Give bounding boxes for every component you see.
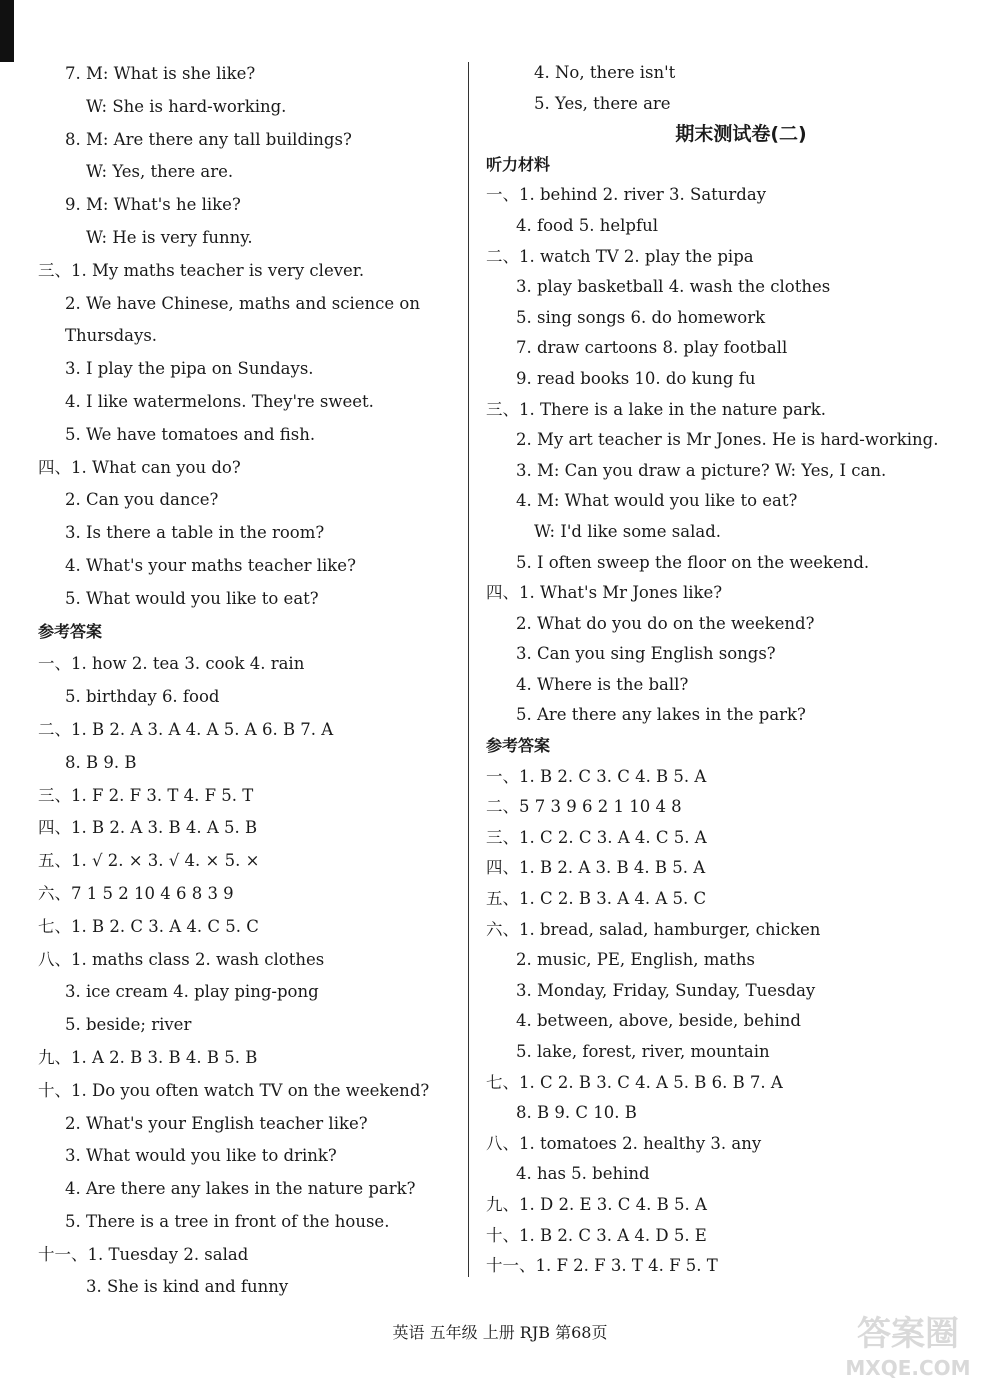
answer-line: 3. She is kind and funny [86, 1277, 289, 1297]
answer-line: 三、1. There is a lake in the nature park. [486, 399, 827, 419]
answer-line: 5. Yes, there are [534, 93, 671, 113]
answer-line: 2. Can you dance? [65, 490, 219, 510]
answer-line: 7. draw cartoons 8. play football [516, 338, 788, 358]
answer-line: W: She is hard-working. [86, 96, 287, 116]
answer-line: 5. Are there any lakes in the park? [516, 705, 806, 725]
answer-line: 8. M: Are there any tall buildings? [65, 129, 352, 149]
answer-line: 一、1. how 2. tea 3. cook 4. rain [38, 654, 305, 674]
answer-line: W: I'd like some salad. [534, 521, 722, 541]
answer-line: 5. birthday 6. food [65, 687, 220, 707]
answer-line: 3. Monday, Friday, Sunday, Tuesday [516, 980, 816, 1000]
watermark-logo [838, 1303, 978, 1383]
answer-line: 7. M: What is she like? [65, 64, 256, 83]
answer-line: 2. We have Chinese, maths and science on Thursdays. [65, 293, 420, 346]
answer-line: 3. I play the pipa on Sundays. [65, 359, 314, 379]
answer-line: 六、7 1 5 2 10 4 6 8 3 9 [38, 883, 234, 903]
answer-line: 二、1. watch TV 2. play the pipa [486, 246, 754, 266]
answer-line: 5. What would you like to eat? [65, 588, 319, 608]
answer-line: 一、1. B 2. C 3. C 4. B 5. A [486, 766, 707, 786]
answer-line: 3. M: Can you draw a picture? W: Yes, I can. [516, 460, 887, 480]
svg-text:答案圈: 答案圈 [857, 1314, 959, 1354]
answer-line: 3. What would you like to drink? [65, 1146, 337, 1166]
answer-line: 3. play basketball 4. wash the clothes [516, 277, 831, 297]
answer-line: 5. There is a tree in front of the house. [65, 1211, 390, 1231]
section-heading: 参考答案 [38, 621, 103, 641]
answer-line: 3. Is there a table in the room? [65, 523, 325, 543]
answer-line: 4. What's your maths teacher like? [65, 555, 356, 575]
answer-line: 3. Can you sing English songs? [516, 644, 776, 664]
answer-line: 三、1. F 2. F 3. T 4. F 5. T [38, 785, 254, 805]
answer-line: 9. M: What's he like? [65, 195, 241, 215]
answer-line: 七、1. C 2. B 3. C 4. A 5. B 6. B 7. A [486, 1072, 783, 1092]
answer-line: 4. M: What would you like to eat? [516, 491, 798, 511]
answer-line: 十、1. B 2. C 3. A 4. D 5. E [486, 1225, 707, 1245]
answer-line: 3. ice cream 4. play ping-pong [65, 982, 319, 1002]
page-edge-mark [0, 0, 14, 62]
answer-line: 二、1. B 2. A 3. A 4. A 5. A 6. B 7. A [38, 719, 334, 739]
answer-line: 2. music, PE, English, maths [516, 950, 755, 970]
answer-line: 九、1. D 2. E 3. C 4. B 5. A [486, 1194, 707, 1214]
answer-line: 三、1. C 2. C 3. A 4. C 5. A [486, 827, 707, 847]
answer-line: 5. beside; river [65, 1015, 192, 1035]
answer-line: 四、1. B 2. A 3. B 4. A 5. B [38, 818, 258, 838]
answer-line: 五、1. C 2. B 3. A 4. A 5. C [486, 889, 707, 909]
answer-line: 4. Are there any lakes in the nature park? [65, 1179, 416, 1199]
answer-line: 2. My art teacher is Mr Jones. He is hard-working. [516, 430, 939, 450]
answer-line: 四、1. B 2. A 3. B 4. B 5. A [486, 858, 706, 878]
section-heading: 听力材料 [486, 154, 551, 174]
answer-line: 六、1. bread, salad, hamburger, chicken [486, 919, 821, 939]
answer-line: 八、1. tomatoes 2. healthy 3. any [486, 1133, 762, 1153]
answer-line: 5. lake, forest, river, mountain [516, 1042, 770, 1061]
section-title: 期末测试卷(二) [675, 123, 807, 146]
answer-line: 2. What's your English teacher like? [65, 1113, 368, 1133]
svg-text:MXQE.COM: MXQE.COM [845, 1356, 971, 1380]
answer-line: 十一、1. Tuesday 2. salad [38, 1244, 249, 1264]
section-heading: 参考答案 [486, 736, 551, 756]
answer-line: 9. read books 10. do kung fu [516, 368, 756, 388]
answer-line: 九、1. A 2. B 3. B 4. B 5. B [38, 1047, 258, 1067]
answer-line: 八、1. maths class 2. wash clothes [38, 949, 325, 969]
answer-line: W: Yes, there are. [86, 162, 234, 182]
answer-line: 5. I often sweep the floor on the weekend. [516, 552, 870, 572]
answer-line: 十一、1. F 2. F 3. T 4. F 5. T [486, 1256, 718, 1276]
answer-line: 2. What do you do on the weekend? [516, 613, 815, 633]
answer-line: 五、1. √ 2. × 3. √ 4. × 5. × [38, 851, 260, 871]
answer-line: 8. B 9. C 10. B [516, 1103, 637, 1123]
answer-line: 四、1. What's Mr Jones like? [486, 583, 723, 603]
answer-line: 四、1. What can you do? [38, 457, 241, 477]
answer-line: 4. I like watermelons. They're sweet. [65, 391, 374, 411]
answer-line: 8. B 9. B [65, 752, 137, 772]
answer-line: 一、1. behind 2. river 3. Saturday [486, 185, 767, 205]
answer-line: 4. between, above, beside, behind [516, 1011, 801, 1031]
column-divider [468, 62, 469, 1277]
left-column [38, 58, 456, 1304]
answer-line: 4. has 5. behind [516, 1164, 650, 1184]
answer-line: 十、1. Do you often watch TV on the weekend? [38, 1080, 430, 1100]
answer-line: 4. No, there isn't [534, 63, 676, 82]
answer-line: 七、1. B 2. C 3. A 4. C 5. C [38, 916, 259, 936]
answer-line: 三、1. My maths teacher is very clever. [38, 260, 365, 280]
page-footer: 英语 五年级 上册 RJB 第68页 [392, 1323, 608, 1342]
answer-line: W: He is very funny. [86, 227, 253, 247]
answer-line: 4. Where is the ball? [516, 674, 689, 694]
answer-line: 5. We have tomatoes and fish. [65, 424, 316, 444]
answer-line: 二、5 7 3 9 6 2 1 10 4 8 [486, 797, 682, 817]
answer-line: 4. food 5. helpful [516, 215, 658, 235]
right-column [486, 58, 966, 1282]
answer-line: 5. sing songs 6. do homework [516, 307, 766, 327]
